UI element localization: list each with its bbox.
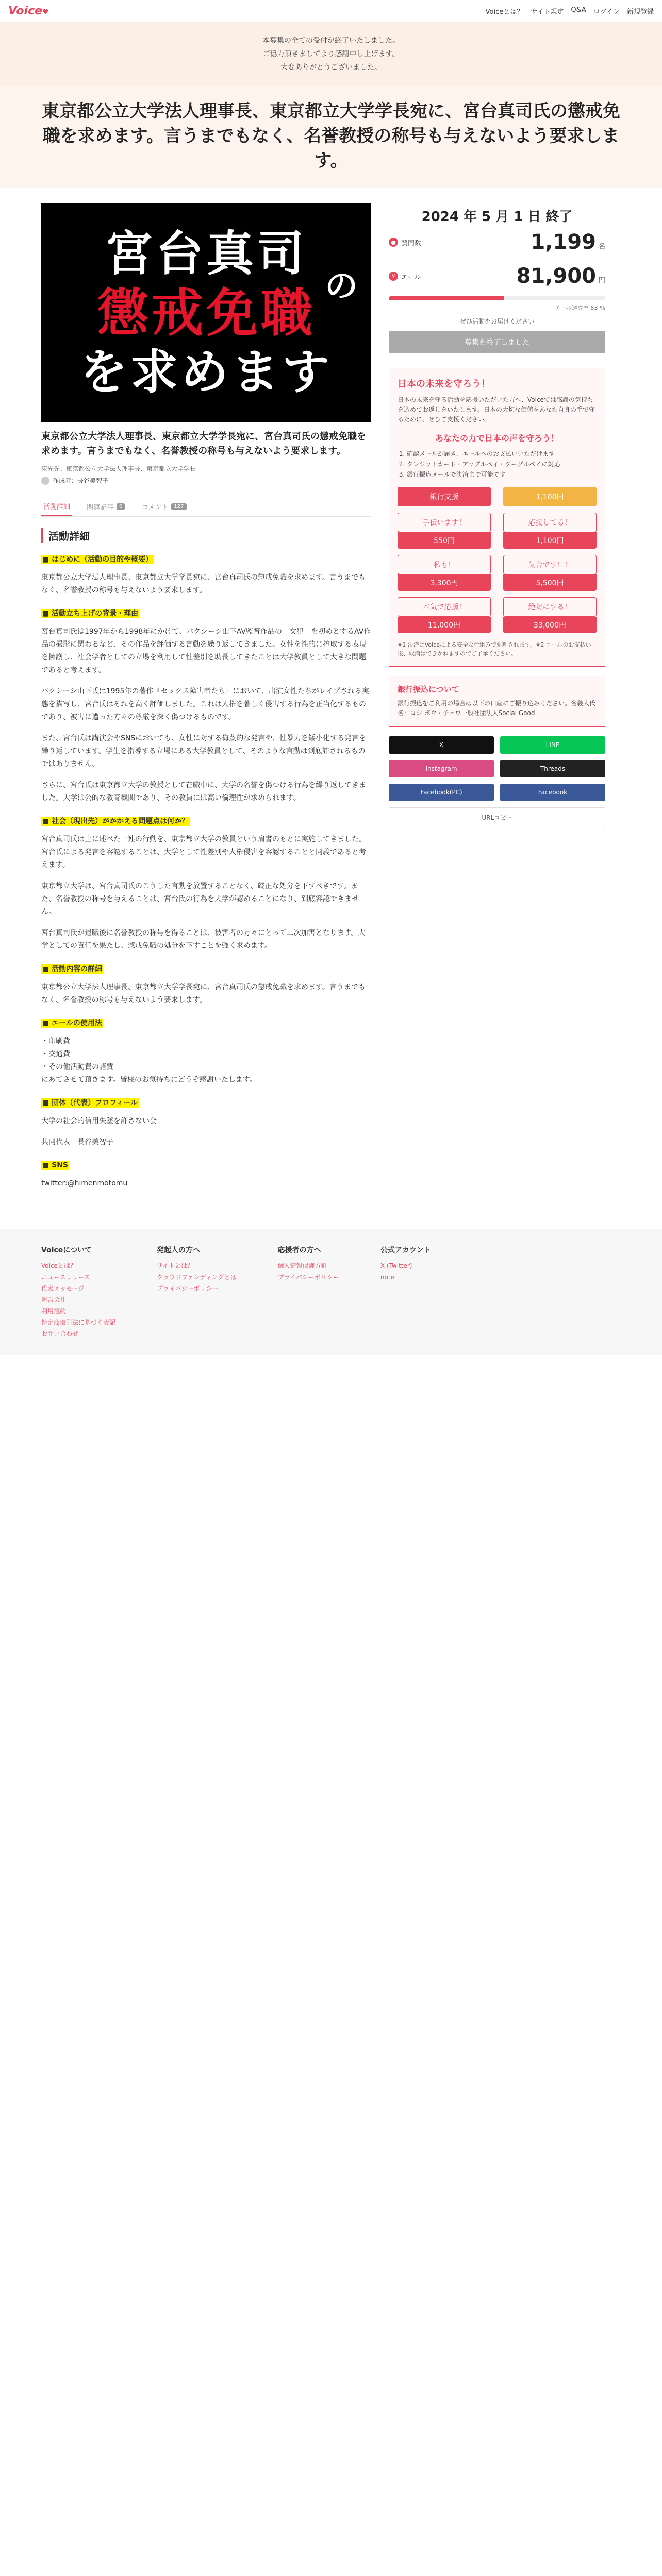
hero-image	[41, 203, 371, 422]
article-paragraph: 東京都公立大学法人理事長、東京都立大学学長宛に、宮台真司氏の懲戒免職を求めます。言うまでもなく、名誉教授の称号も与えないよう要求します。	[41, 573, 366, 595]
footer	[0, 1229, 662, 1355]
tab-count: 127	[171, 503, 186, 510]
article-paragraph: 宮台真司氏は1997年から1998年にかけて、バクシーシ山下AV監督作品の「女犯」を初めとするAV作品の撮影に関わるなど、その作品を評価する言動を繰り返してきました。女性を性的に搾取する表現を擁護し、社会学者としての立場を利用して性差別を助長してきたことは大学教員として大きな問題であると考えます。	[41, 628, 371, 674]
use-item: ・交通費	[41, 1050, 70, 1058]
nav-login[interactable]: ログイン	[593, 8, 620, 16]
footer-link[interactable]: Voiceとは？	[41, 1262, 76, 1269]
article-paragraph: 宮台真司氏が退職後に名誉教授の称号を得ることは、被害者の方々にとって二次加害となります。大学としての責任を果たし、懲戒免職の処分を下すことを強く求めます。	[41, 929, 366, 950]
author-name[interactable]: 作成者：長谷美智子	[53, 477, 109, 484]
use-item: ・印刷費	[41, 1037, 70, 1045]
footer-link[interactable]: 利用規約	[41, 1308, 67, 1315]
article-paragraph: 大学の社会的信用失墜を許さない会	[41, 1117, 157, 1125]
bank-text: 銀行振込をご利用の場合は以下の口座にご振り込みください。名義人氏名：ヨシ ボウ・チョウ一般社団法人Social Good	[398, 700, 596, 717]
price-button-11000[interactable]: 本気で応援！ 11,000円	[398, 597, 491, 633]
share-instagram-button[interactable]: Instagram	[389, 760, 494, 777]
tab-details[interactable]: 活動詳細	[41, 497, 72, 516]
promo-list-item: 1. 確認メールが届き、エールへのお支払いいただけます	[407, 449, 597, 459]
hero-no: の	[325, 267, 358, 306]
article-paragraph: 宮台真司氏は上に述べた一連の行動を、東京都立大学の教員という肩書のもとに実施してきました。宮台氏による発言を容認することは、大学として性差別や人権侵害を容認することと同義であると考えます。	[41, 835, 366, 869]
price-button-550[interactable]: 手伝います！ 550円	[398, 513, 491, 549]
promo-list	[398, 449, 597, 480]
footer-link[interactable]: お問い合わせ	[41, 1330, 79, 1337]
article-heading: ■ 社会（現出先）がかかえる問題点は何か？	[42, 817, 189, 825]
article-paragraph: 共同代表 長谷美智子	[41, 1138, 113, 1146]
top-bar	[0, 0, 662, 23]
footer-link[interactable]: サイトとは？	[157, 1262, 194, 1269]
share-facebook-pc-button[interactable]: Facebook(PC)	[389, 784, 494, 801]
price-button-bank-amount[interactable]: 1,100円	[503, 487, 597, 506]
footer-link[interactable]: ニュースリリース	[41, 1274, 90, 1281]
article-heading: ■ はじめに（活動の目的や概要）	[42, 555, 153, 564]
promo-list-item: 3. 銀行振込メールで決済まで可能です	[407, 469, 597, 480]
main-column	[41, 203, 371, 1198]
title-section	[0, 86, 662, 188]
yell-progress-note: エール達成率 53 ％	[555, 304, 605, 311]
tab-articles[interactable]: 関連記事 0	[85, 497, 127, 516]
article-heading: ■ 活動立ち上げの背景・理由	[42, 609, 139, 618]
footer-link[interactable]: 個人情報保護方針	[277, 1262, 327, 1269]
avatar	[41, 477, 49, 485]
price-button-bank[interactable]: 銀行支援	[398, 487, 491, 506]
ended-button[interactable]: 募集を終了しました	[389, 331, 605, 353]
article-heading: ■ 活動内容の詳細	[42, 965, 103, 973]
footer-col-official: 公式アカウント X (Twitter) note	[380, 1245, 431, 1340]
nav-rules[interactable]: サイト規定	[531, 8, 564, 16]
promo-box	[389, 368, 605, 667]
footer-link[interactable]: 運営会社	[41, 1296, 67, 1303]
yell-progress-bar	[389, 296, 605, 300]
copy-url-button[interactable]: URLコピー	[389, 807, 605, 827]
sidebar	[389, 203, 605, 1198]
campaign-subtitle: 東京都公立大学法人理事長、東京都立大学学長宛に、宮台真司氏の懲戒免職を求めます。言うまでもなく、名誉教授の称号も与えないよう要求します。	[41, 431, 366, 456]
share-x-button[interactable]: X	[389, 736, 494, 754]
footer-col-supporters: 応援者の方へ 個人情報保護方針 プライバシーポリシー	[277, 1245, 339, 1340]
author-line	[41, 476, 371, 485]
footer-link[interactable]: プライバシーポリシー	[277, 1274, 339, 1281]
yell-icon: ¥	[389, 272, 398, 281]
footer-link[interactable]: 特定商取引法に基づく表記	[41, 1319, 116, 1326]
article-paragraph: さらに、宮台氏は東京都立大学の教授として在職中に、大学の名誉を傷つける行為を繰り返してきました。大学は公的な教育機関であり、その教員には高い倫理性が求められます。	[41, 781, 366, 802]
section-heading: 活動詳細	[41, 528, 371, 543]
yell-amount: 81,900	[516, 264, 596, 288]
notice-line: 本募集の全ての受付が終了いたしました。	[262, 37, 400, 45]
supporters-stat: ● 賛同数 1,199 名	[389, 225, 605, 259]
article-paragraph: 東京都公立大学法人理事長、東京都立大学学長宛に、宮台真司氏の懲戒免職を求めます。言うまでもなく、名誉教授の称号も与えないよう要求します。	[41, 983, 366, 1004]
main-container	[0, 188, 662, 1198]
price-button-3300[interactable]: 私も！ 3,300円	[398, 555, 491, 591]
bank-box	[389, 676, 605, 727]
promo-text: 日本の未来を守る活動を応援いただいた方へ、Voiceでは感謝の気持ちを込めてお返しをいたします。日本の大切な価値をあなた自身の手で守るために、ぜひご支援ください。	[398, 396, 595, 423]
share-facebook-button[interactable]: Facebook	[500, 784, 605, 801]
price-note: ※1 決済はVoiceによる安全な仕組みで処理されます。※2 エールのお支払い後、取消はできかねますのでご了承ください。	[398, 641, 591, 657]
article-paragraph: 東京都立大学は、宮台真司氏のこうした言動を放置することなく、厳正な処分を下すべきです。また、名誉教授の称号を与えることは、宮台氏の行為を大学が認めることになり、到底容認できません。	[41, 882, 359, 916]
footer-col-organizers: 発起人の方へ サイトとは？ クラウドファンディングとは プライバシーポリシー	[157, 1245, 236, 1340]
article-body	[41, 553, 371, 1190]
recipient-line: 宛先先：東京都公立大学法人理事長、東京都立大学学長	[41, 465, 196, 472]
footer-link[interactable]: 代表メッセージ	[41, 1285, 85, 1292]
nav-faq[interactable]: Q&A	[571, 6, 586, 14]
yell-progress-fill	[389, 296, 504, 300]
article-heading: ■ エールの使用法	[42, 1019, 102, 1027]
price-button-1100[interactable]: 応援してる！ 1,100円	[503, 513, 597, 549]
article-heading: ■ SNS	[42, 1161, 68, 1170]
promo-title: 日本の未来を守ろう！	[398, 379, 490, 389]
footer-link[interactable]: プライバシーポリシー	[157, 1285, 219, 1292]
share-threads-button[interactable]: Threads	[500, 760, 605, 777]
price-button-5500[interactable]: 気合です！！ 5,500円	[503, 555, 597, 591]
article-paragraph: にあてさせて頂きます。皆様のお気持ちにどうぞ感謝いたします。	[41, 1076, 257, 1084]
notice-line: ご協力頂きましてより感謝申し上げます。	[262, 50, 400, 58]
tab-count: 0	[117, 503, 125, 510]
twitter-handle[interactable]: twitter:@himenmotomu	[41, 1179, 128, 1188]
tab-comments[interactable]: コメント 127	[139, 497, 188, 516]
nav-signup[interactable]: 新規登録	[626, 8, 654, 16]
yell-stat: ¥ エール 81,900 円	[389, 259, 605, 293]
share-line-button[interactable]: LINE	[500, 736, 605, 754]
use-item: ・その他活動費の諸費	[41, 1063, 113, 1071]
notice-banner	[0, 23, 662, 86]
price-buttons	[398, 487, 597, 633]
promo-list-item: 2. クレジットカード・アップルペイ・グーグルペイに対応	[407, 459, 597, 469]
article-heading: ■ 団体（代表）プロフィール	[42, 1099, 138, 1107]
page-title: 東京都公立大学法人理事長、東京都立大学学長宛に、宮台真司氏の懲戒免職を求めます。言うまでもなく、名誉教授の称号も与えないよう要求します。	[42, 101, 620, 171]
tabs	[41, 497, 371, 517]
article-paragraph: また、宮台氏は講演会やSNSにおいても、女性に対する侮蔑的な発言や、性暴力を矮小化する発言を繰り返しています。学生を指導する立場にある大学教員として、そのような言動は到底許されるものではありません。	[41, 734, 366, 768]
heart-icon: ♥	[42, 8, 49, 16]
hero-line-3: を求めます	[79, 344, 333, 400]
sns-share	[389, 736, 605, 801]
hero-line-2: 懲戒免職	[97, 282, 316, 343]
footer-link[interactable]: note	[380, 1274, 394, 1281]
share-line: ぜひ活動をお届けください	[459, 318, 534, 325]
supporters-count: 1,199	[531, 230, 596, 254]
hero-line-1: 宮台真司	[105, 226, 307, 281]
notice-line: 大変ありがとうございました。	[280, 63, 382, 72]
price-button-33000[interactable]: 絶対にする！ 33,000円	[503, 597, 597, 633]
footer-link[interactable]: クラウドファンディングとは	[157, 1274, 237, 1281]
nav-about[interactable]: Voiceとは？	[485, 8, 524, 16]
footer-link[interactable]: X (Twitter)	[380, 1262, 412, 1269]
bank-title: 銀行振込について	[398, 685, 459, 694]
article-paragraph: バクシーシ山下氏は1995年の著作『セックス障害者たち』において、出演女性たちがレイプされる実態を描写し、宮台氏はそれを高く評価しました。これは人権を著しく侵害する行為を正当化するものであり、被害に遭った方々の尊厳を深く傷つけるものです。	[41, 687, 369, 721]
end-date: 2024 年 5 月 1 日 終了	[421, 209, 573, 225]
person-icon: ●	[389, 238, 398, 247]
footer-col-about: Voiceについて Voiceとは？ ニュースリリース 代表メッセージ 運営会社 利用規約 特定商取引法に基づく表記 お問い合わせ	[41, 1245, 115, 1340]
top-nav	[486, 6, 654, 16]
promo-subtitle: あなたの力で日本の声を守ろう！	[435, 433, 559, 443]
site-logo[interactable]: Voice♥	[8, 5, 49, 18]
